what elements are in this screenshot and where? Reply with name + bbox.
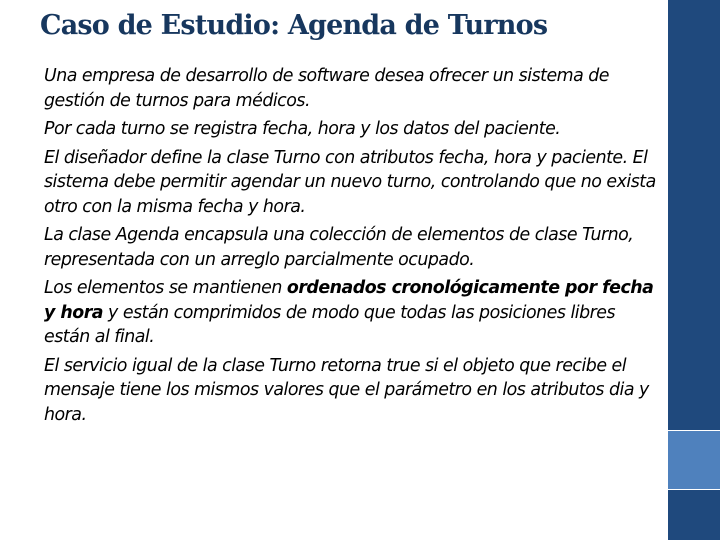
paragraph-intro: Una empresa de desarrollo de software desea ofrecer un sistema de gestión de turnos para médicos. — [44, 66, 610, 111]
paragraph-orden — [44, 276, 662, 350]
paragraph-orden-after: y están comprimidos de modo que todas las posiciones libres están al final. — [44, 302, 616, 347]
slide-title: Caso de Estudio: Agenda de Turnos — [40, 10, 548, 41]
paragraph-clase-agenda: La clase Agenda encapsula una colección de elementos de clase Turno, representada con un arreglo parcialmente ocupado. — [44, 225, 634, 270]
paragraph-servicio-igual: El servicio igual de la clase Turno retorna true si el objeto que recibe el mensaje tiene los mismos valores que el parámetro en los atributos dia y hora. — [44, 355, 649, 425]
sidebar-dark-band-top — [668, 0, 720, 430]
sidebar-dark-band-bottom — [668, 490, 720, 540]
slide-body — [44, 64, 662, 431]
paragraph-orden-bold: ordenados cronológicamente por fecha y hora — [44, 278, 654, 323]
paragraph-orden-before: Los elementos se mantienen — [44, 278, 287, 298]
paragraph-turno-datos: Por cada turno se registra fecha, hora y los datos del paciente. — [44, 119, 561, 139]
sidebar-light-band — [668, 431, 720, 489]
paragraph-clase-turno: El diseñador define la clase Turno con atributos fecha, hora y paciente. El sistema debe permitir agendar un nuevo turno, controlando que no exista otro con la misma fecha y hora. — [44, 147, 656, 217]
decorative-sidebar — [668, 0, 720, 540]
